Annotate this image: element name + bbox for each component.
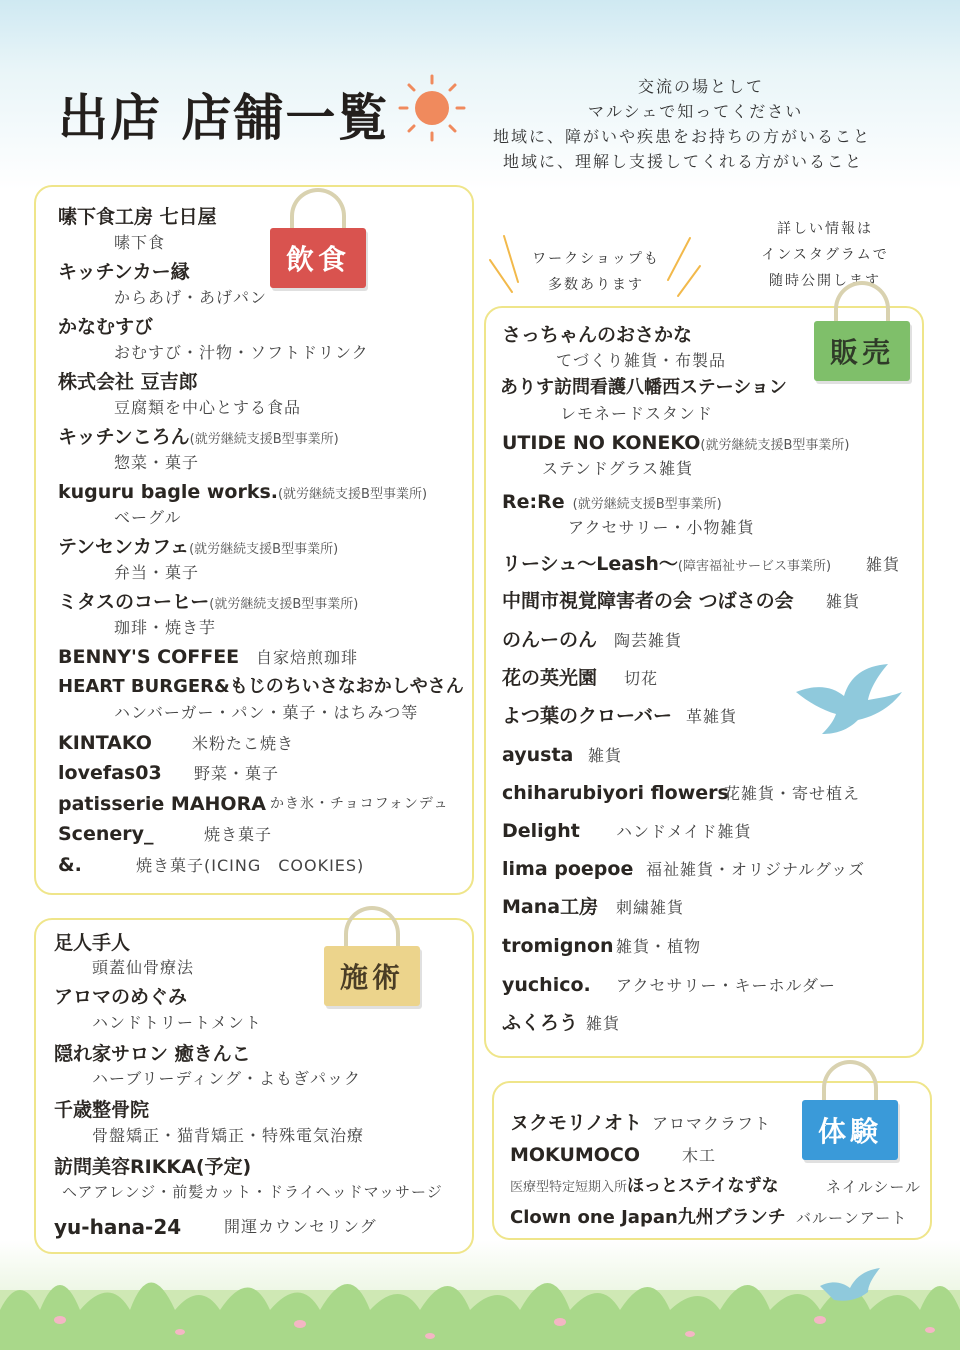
food-item-name: キッチンカー縁 <box>58 261 190 283</box>
sales-item-desc: 福祉雑貨・オリジナルグッズ <box>646 860 866 879</box>
instagram-note <box>740 216 910 294</box>
food-item-tag: (就労継続支援B型事業所) <box>189 432 339 447</box>
food-item-name: ミタスのコーヒー <box>58 591 210 613</box>
food-item <box>58 593 358 612</box>
sales-bag-label <box>814 311 910 381</box>
sales-item-name: chiharubiyori flowers <box>502 782 729 804</box>
note-line: ワークショップも <box>532 251 660 267</box>
sales-item-desc: ハンドメイド雑貨 <box>616 822 752 841</box>
food-item-tag: (就労継続支援B型事業所) <box>209 597 359 612</box>
sales-item-name: UTIDE NO KONEKO <box>502 432 701 454</box>
sales-item-desc: 陶芸雑貨 <box>614 631 683 650</box>
food-item-name: KINTAKO <box>58 732 152 754</box>
food-item-name: patisserie MAHORA <box>58 793 266 815</box>
sales-item-name: tromignon <box>502 935 614 957</box>
sales-item-desc: 雑貨・植物 <box>616 937 702 956</box>
experience-item-desc: バルーンアート <box>796 1209 908 1227</box>
therapy-item-desc: ヘアアレンジ・前髪カット・ドライヘッドマッサージ <box>62 1183 443 1201</box>
sales-item-tag: (就労継続支援B型事業所) <box>572 497 722 512</box>
food-item <box>58 428 339 447</box>
sales-item-desc: 雑貨 <box>586 1014 621 1033</box>
food-item-name: HEART BURGER&もじのちいさなおかしやさん <box>58 676 464 697</box>
experience-item-prefix: 医療型特定短期入所 <box>510 1180 628 1195</box>
intro-line: 地域に、障がいや疾患をお持ちの方がいること <box>493 127 872 146</box>
food-item-desc: ベーグル <box>114 508 182 527</box>
food-item-name: lovefas03 <box>58 762 162 784</box>
food-item-desc: かき氷・チョコフォンデュ <box>270 796 449 812</box>
food-item-desc: 自家焙煎珈琲 <box>256 648 359 667</box>
food-item-desc: 米粉たこ焼き <box>192 734 295 753</box>
food-item <box>58 483 427 502</box>
experience-item-name: ヌクモリノオト <box>510 1112 643 1134</box>
sales-item-name: Re:Re <box>502 491 565 513</box>
sales-item-desc: てづくり雑貨・布製品 <box>556 351 727 370</box>
food-label: 飲食 <box>270 228 366 288</box>
therapy-label: 施術 <box>324 946 420 1006</box>
experience-item <box>510 1178 779 1195</box>
therapy-item-name: アロマのめぐみ <box>54 986 188 1008</box>
sales-item-desc: 雑貨 <box>588 746 623 765</box>
food-item-tag: (就労継続支援B型事業所) <box>277 487 428 502</box>
food-item-name: 嗉下食工房 七日屋 <box>58 206 217 228</box>
food-item-name: かなむすび <box>58 316 154 338</box>
page-title: 出店 店舗一覧 <box>58 89 390 147</box>
food-item-name: Scenery_ <box>58 823 154 845</box>
sales-item-desc: アクセサリー・キーホルダー <box>616 976 836 995</box>
sales-item-desc: アクセサリー・小物雑貨 <box>568 518 755 537</box>
sales-item-desc: 切花 <box>624 669 659 688</box>
experience-bag-label <box>802 1090 898 1160</box>
intro-line: 交流の場として <box>638 77 765 96</box>
experience-label: 体験 <box>802 1100 898 1160</box>
note-line: 詳しい情報は <box>777 221 873 237</box>
note-line: 多数あります <box>548 277 644 293</box>
sales-item-desc: ステンドグラス雑貨 <box>542 459 694 478</box>
bird-icon <box>792 662 904 736</box>
food-item-name: キッチンころん <box>58 426 190 448</box>
sales-item-name: lima poepoe <box>502 858 634 880</box>
note-line: インスタグラムで <box>761 247 889 263</box>
therapy-item-name: 千歳整骨院 <box>54 1099 150 1121</box>
food-item-desc: 豆腐類を中心とする食品 <box>114 398 302 417</box>
experience-item-desc: 木工 <box>682 1146 717 1165</box>
sales-item-tag: (障害福祉サービス事業所) <box>677 559 832 574</box>
sales-item-name: 中間市視覚障害者の会 つばさの会 <box>502 590 794 612</box>
sales-item-name: リーシュ～Leash～ <box>502 553 678 575</box>
sales-item-name: Mana工房 <box>502 896 599 918</box>
food-item-desc: ハンバーガー・パン・菓子・はちみつ等 <box>114 703 419 722</box>
sales-item-name: のんーのん <box>502 629 598 651</box>
food-item-desc: 焼き菓子(ICING COOKIES) <box>136 856 365 875</box>
sales-item-name: ありす訪問看護八幡西ステーション <box>500 377 787 398</box>
intro-line: 地域に、理解し支援してくれる方がいること <box>503 152 864 171</box>
food-item-desc: 珈琲・焼き芋 <box>114 618 217 637</box>
food-bag-label <box>270 218 366 288</box>
workshop-note <box>516 246 676 298</box>
food-item-desc: 嗉下食 <box>114 233 166 252</box>
therapy-item-desc: 開運カウンセリング <box>224 1217 377 1236</box>
sales-item-name: ふくろう <box>502 1012 579 1034</box>
sales-item-desc: レモネードスタンド <box>560 404 713 423</box>
therapy-item-name: 訪問美容RIKKA(予定) <box>54 1156 252 1178</box>
therapy-bag-label <box>324 936 420 1006</box>
therapy-item-desc: ハンドトリートメント <box>92 1013 262 1032</box>
sales-item-desc: 雑貨 <box>826 592 861 611</box>
experience-item-name: Clown one Japan九州ブランチ <box>510 1207 786 1228</box>
sales-item <box>502 434 849 453</box>
sales-item <box>502 555 831 574</box>
food-item-tag: (就労継続支援B型事業所) <box>189 542 339 557</box>
meadow-decoration <box>0 1250 960 1350</box>
sales-item-desc: 花雑貨・寄せ植え <box>724 784 861 803</box>
sales-item-name: 花の英光園 <box>502 667 598 689</box>
food-item-desc: 野菜・菓子 <box>194 764 280 783</box>
experience-item-name: ほっとステイなずな <box>627 1176 779 1196</box>
therapy-item-name: 足人手人 <box>54 932 131 954</box>
sun-icon <box>396 72 468 144</box>
therapy-item-desc: ハーブリーディング・よもぎパック <box>92 1069 361 1088</box>
sales-item-name: ayusta <box>502 744 574 766</box>
therapy-item-name: 隠れ家サロン 癒きんこ <box>54 1043 251 1065</box>
note-line: 随時公開します <box>769 273 881 289</box>
food-item-name: 株式会社 豆吉郎 <box>58 371 198 393</box>
food-item-desc: 惣菜・菓子 <box>114 453 200 472</box>
sales-item-name: yuchico. <box>502 974 591 996</box>
food-item-desc: おむすび・汁物・ソフトドリンク <box>114 343 369 362</box>
food-item-desc: 弁当・菓子 <box>114 563 200 582</box>
sales-item <box>502 493 722 512</box>
experience-item-desc: アロマクラフト <box>652 1114 772 1133</box>
therapy-item-desc: 頭蓋仙骨療法 <box>92 958 195 977</box>
food-item-name: BENNY'S COFFEE <box>58 646 240 668</box>
sales-item-tag: (就労継続支援B型事業所) <box>700 438 850 453</box>
food-item-desc: からあげ・あげパン <box>114 288 268 307</box>
sales-label: 販売 <box>814 321 910 381</box>
sales-item-name: よつ葉のクローバー <box>502 705 673 727</box>
sales-item-name: Delight <box>502 820 580 842</box>
food-item-desc: 焼き菓子 <box>204 825 273 844</box>
food-item-name: テンセンカフェ <box>58 536 190 558</box>
intro-line: マルシェで知ってください <box>588 102 804 121</box>
food-item-name: kuguru bagle works. <box>58 481 278 503</box>
sales-item-desc: 雑貨 <box>866 555 901 574</box>
food-item-name: &. <box>58 854 82 876</box>
experience-item-name: MOKUMOCO <box>510 1144 641 1166</box>
sales-item-name: さっちゃんのおさかな <box>502 324 693 346</box>
therapy-item-desc: 骨盤矯正・猫背矯正・特殊電気治療 <box>92 1126 365 1145</box>
experience-item-desc: ネイルシール <box>826 1178 922 1196</box>
sales-item-desc: 革雑貨 <box>686 707 738 726</box>
food-item <box>58 538 338 557</box>
therapy-item-name: yu-hana-24 <box>54 1215 182 1239</box>
sales-item-desc: 刺繍雑貨 <box>616 898 685 917</box>
